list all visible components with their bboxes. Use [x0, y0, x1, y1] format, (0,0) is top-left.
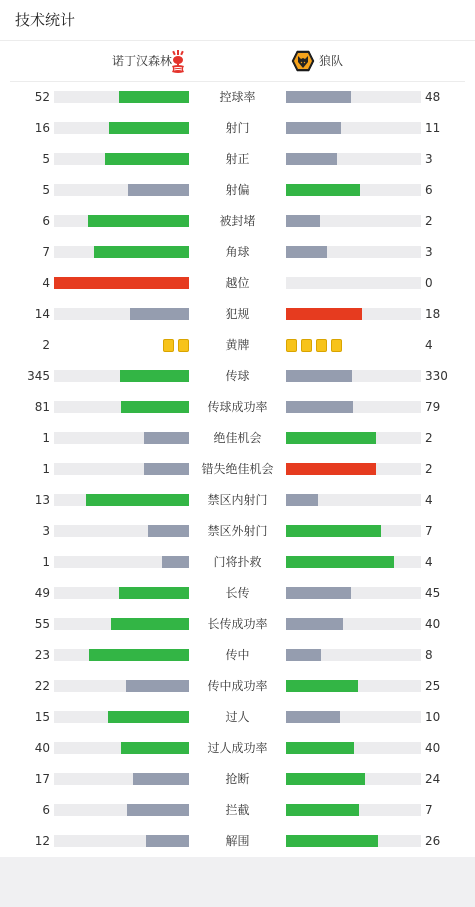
stat-label: 射偏	[225, 183, 250, 197]
away-bar-track	[286, 773, 421, 785]
stat-label: 控球率	[219, 90, 256, 104]
stat-label: 传中成功率	[207, 679, 268, 693]
away-bar-track	[286, 587, 421, 599]
home-bar	[127, 804, 189, 816]
stat-row	[0, 206, 475, 237]
stat-row	[0, 795, 475, 826]
stat-row	[0, 578, 475, 609]
stat-row	[0, 175, 475, 206]
home-value: 23	[34, 648, 50, 662]
away-value: 26	[425, 834, 441, 848]
home-value: 6	[42, 803, 50, 817]
stat-row	[0, 454, 475, 485]
home-bar	[144, 432, 189, 444]
home-bar	[54, 277, 189, 289]
away-value: 18	[425, 307, 441, 321]
away-bar-track	[286, 804, 421, 816]
away-value: 40	[425, 617, 441, 631]
home-bar-track	[54, 308, 189, 320]
away-value: 3	[425, 152, 433, 166]
away-bar-track	[286, 742, 421, 754]
away-value: 330	[425, 369, 448, 383]
away-value: 25	[425, 679, 441, 693]
home-bar	[121, 742, 189, 754]
away-bar	[286, 91, 351, 103]
away-value: 4	[425, 338, 433, 352]
away-bar-track	[286, 153, 421, 165]
stat-row	[0, 392, 475, 423]
home-bar-track	[54, 153, 189, 165]
away-bar	[286, 246, 327, 258]
home-bar-track	[54, 184, 189, 196]
home-value: 16	[34, 121, 50, 135]
away-value: 48	[425, 90, 441, 104]
stat-label: 拦截	[225, 803, 250, 817]
home-value: 3	[42, 524, 50, 538]
away-value: 7	[425, 803, 433, 817]
away-value: 79	[425, 400, 441, 414]
yellow-card-icon	[178, 339, 189, 352]
stat-label: 传球	[225, 369, 250, 383]
home-bar-track	[54, 277, 189, 289]
home-value: 49	[34, 586, 50, 600]
home-value: 1	[42, 462, 50, 476]
home-bar	[86, 494, 189, 506]
away-bar-track	[286, 122, 421, 134]
home-value: 40	[34, 741, 50, 755]
away-bar	[286, 835, 378, 847]
away-bar-track	[286, 556, 421, 568]
home-bar	[89, 649, 189, 661]
home-value: 4	[42, 276, 50, 290]
stat-row	[0, 733, 475, 764]
yellow-card-icon	[331, 339, 342, 352]
away-bar-track	[286, 649, 421, 661]
home-value: 52	[34, 90, 50, 104]
away-bar-track	[286, 184, 421, 196]
home-bar	[111, 618, 189, 630]
home-value: 1	[42, 555, 50, 569]
away-value: 7	[425, 524, 433, 538]
stat-label: 解围	[225, 834, 250, 848]
away-bar-track	[286, 246, 421, 258]
stat-row	[0, 237, 475, 268]
home-value: 7	[42, 245, 50, 259]
away-value: 3	[425, 245, 433, 259]
stat-row	[0, 268, 475, 299]
away-bar	[286, 711, 340, 723]
away-bar-track	[286, 401, 421, 413]
stat-label: 射门	[225, 121, 250, 135]
away-bar	[286, 184, 360, 196]
yellow-card-icon	[301, 339, 312, 352]
away-bar-track	[286, 494, 421, 506]
away-team-name[interactable]: 狼队	[319, 54, 344, 68]
home-bar-track	[54, 649, 189, 661]
stat-label: 长传	[225, 586, 250, 600]
home-value: 5	[42, 183, 50, 197]
stat-label: 黄牌	[225, 338, 250, 352]
home-value: 55	[34, 617, 50, 631]
home-value: 1	[42, 431, 50, 445]
stat-row	[0, 764, 475, 795]
stat-row	[0, 361, 475, 392]
stat-row	[0, 547, 475, 578]
home-value: 13	[34, 493, 50, 507]
away-bar	[286, 494, 318, 506]
home-bar-track	[54, 494, 189, 506]
home-bar	[130, 308, 189, 320]
home-value: 17	[34, 772, 50, 786]
away-bar	[286, 432, 376, 444]
stat-row	[0, 330, 475, 361]
home-bar-track	[54, 215, 189, 227]
home-bar-track	[54, 401, 189, 413]
stat-label: 犯规	[225, 307, 250, 321]
stat-row	[0, 671, 475, 702]
stat-label: 抢断	[225, 772, 250, 786]
away-value: 11	[425, 121, 441, 135]
away-bar	[286, 463, 376, 475]
away-bar	[286, 618, 343, 630]
home-value: 5	[42, 152, 50, 166]
home-bar-track	[54, 91, 189, 103]
home-bar	[148, 525, 189, 537]
stat-label: 越位	[225, 276, 250, 290]
away-value: 2	[425, 431, 433, 445]
home-value: 345	[27, 369, 50, 383]
wolves-crest-icon[interactable]	[291, 50, 315, 72]
home-bar-track	[54, 680, 189, 692]
home-bar-track	[54, 804, 189, 816]
home-bar-track	[54, 432, 189, 444]
stat-label: 角球	[225, 245, 250, 259]
stats-list	[0, 82, 475, 857]
home-bar	[144, 463, 189, 475]
home-bar-track	[54, 370, 189, 382]
away-value: 2	[425, 462, 433, 476]
stat-row	[0, 702, 475, 733]
home-bar-track	[54, 835, 189, 847]
away-bar	[286, 742, 354, 754]
stat-label: 被封堵	[219, 214, 256, 228]
home-bar	[108, 711, 189, 723]
section-title: 技术统计	[15, 11, 76, 29]
home-bar-track	[54, 122, 189, 134]
away-bar-track	[286, 463, 421, 475]
teams-header	[10, 41, 465, 82]
stat-label: 射正	[225, 152, 250, 166]
yellow-card-icon	[286, 339, 297, 352]
away-bar-track	[286, 370, 421, 382]
home-value: 12	[34, 834, 50, 848]
home-bar	[146, 835, 189, 847]
away-value: 2	[425, 214, 433, 228]
away-bar	[286, 370, 352, 382]
home-bar	[128, 184, 189, 196]
home-team-name[interactable]: 诺丁汉森林	[111, 54, 172, 68]
away-bar	[286, 804, 359, 816]
stat-row	[0, 516, 475, 547]
home-bar	[133, 773, 189, 785]
away-bar	[286, 556, 394, 568]
away-bar	[286, 401, 353, 413]
stat-row	[0, 423, 475, 454]
home-bar	[109, 122, 189, 134]
away-bar	[286, 153, 337, 165]
stat-row	[0, 144, 475, 175]
home-bar-track	[54, 525, 189, 537]
away-bar	[286, 525, 381, 537]
home-yellow-cards	[163, 339, 189, 352]
stat-label: 过人成功率	[207, 741, 268, 755]
home-bar-track	[54, 618, 189, 630]
away-value: 4	[425, 555, 433, 569]
home-bar	[162, 556, 189, 568]
away-bar	[286, 587, 351, 599]
home-value: 15	[34, 710, 50, 724]
stat-row	[0, 485, 475, 516]
yellow-card-icon	[163, 339, 174, 352]
home-bar	[126, 680, 189, 692]
away-bar-track	[286, 711, 421, 723]
away-bar-track	[286, 432, 421, 444]
home-bar-track	[54, 711, 189, 723]
stat-row	[0, 113, 475, 144]
away-value: 0	[425, 276, 433, 290]
away-value: 24	[425, 772, 441, 786]
away-bar-track	[286, 91, 421, 103]
stat-row	[0, 299, 475, 330]
home-value: 6	[42, 214, 50, 228]
home-value: 14	[34, 307, 50, 321]
home-bar	[119, 91, 189, 103]
away-bar-track	[286, 835, 421, 847]
home-bar-track	[54, 773, 189, 785]
home-bar	[120, 370, 189, 382]
stat-label: 绝佳机会	[213, 431, 262, 445]
home-bar-track	[54, 742, 189, 754]
stat-label: 门将扑救	[213, 555, 262, 569]
home-bar	[119, 587, 189, 599]
away-bar-track	[286, 308, 421, 320]
stat-row	[0, 82, 475, 113]
away-value: 8	[425, 648, 433, 662]
away-bar-track	[286, 277, 421, 289]
away-yellow-cards	[286, 339, 342, 352]
home-bar-track	[54, 587, 189, 599]
stat-label: 传球成功率	[207, 400, 268, 414]
away-bar	[286, 215, 320, 227]
home-bar	[121, 401, 189, 413]
home-bar-track	[54, 556, 189, 568]
home-bar-track	[54, 463, 189, 475]
away-value: 4	[425, 493, 433, 507]
away-bar-track	[286, 525, 421, 537]
away-value: 40	[425, 741, 441, 755]
home-bar	[105, 153, 189, 165]
away-value: 45	[425, 586, 441, 600]
away-bar	[286, 773, 365, 785]
home-value: 22	[34, 679, 50, 693]
stat-label: 传中	[225, 648, 250, 662]
home-bar	[94, 246, 189, 258]
away-bar-track	[286, 618, 421, 630]
stat-label: 禁区外射门	[207, 524, 268, 538]
nottingham-forest-crest-icon[interactable]	[170, 50, 186, 74]
stat-label: 过人	[225, 710, 250, 724]
stat-row	[0, 826, 475, 857]
home-bar	[88, 215, 189, 227]
yellow-card-icon	[316, 339, 327, 352]
stat-row	[0, 609, 475, 640]
away-bar-track	[286, 680, 421, 692]
home-value: 2	[42, 338, 50, 352]
away-bar	[286, 680, 358, 692]
stat-label: 错失绝佳机会	[201, 462, 274, 476]
away-bar-track	[286, 215, 421, 227]
away-bar	[286, 122, 341, 134]
stat-row	[0, 640, 475, 671]
home-bar-track	[54, 246, 189, 258]
stat-label: 长传成功率	[207, 617, 268, 631]
stat-label: 禁区内射门	[207, 493, 268, 507]
away-bar	[286, 649, 321, 661]
home-value: 81	[34, 400, 50, 414]
away-value: 10	[425, 710, 441, 724]
away-bar	[286, 308, 362, 320]
away-value: 6	[425, 183, 433, 197]
